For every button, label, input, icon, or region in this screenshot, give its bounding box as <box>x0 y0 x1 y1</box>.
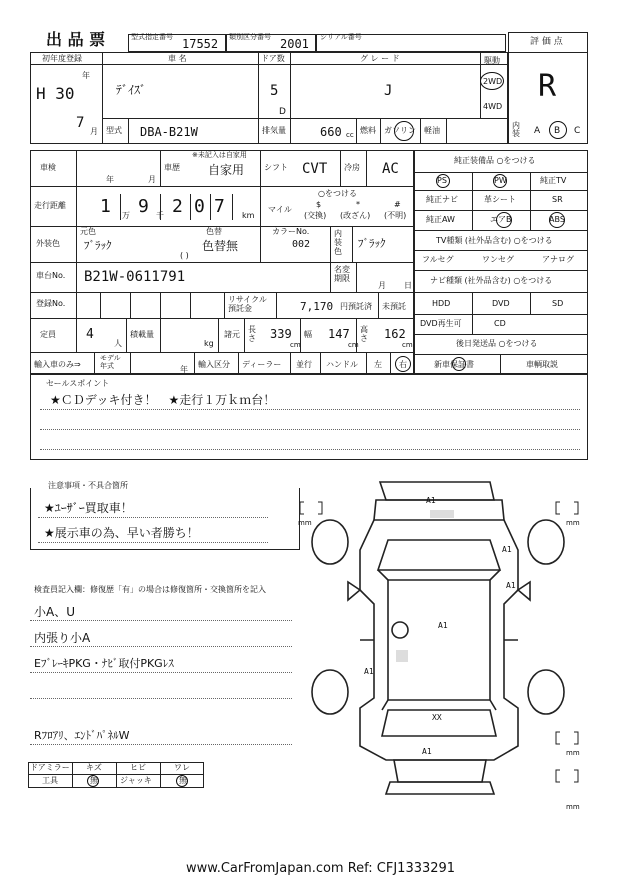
light-oil-label: 軽油 <box>424 126 440 135</box>
exterior-label: 外装色 <box>36 239 60 248</box>
model-designation-label: 型式指定番号 <box>131 33 173 41</box>
sales-point-box <box>30 374 588 460</box>
size-label: 諸元 <box>224 330 240 339</box>
original-color: ﾌﾞﾗｯｸ <box>84 239 112 252</box>
mileage-label: 走行距離 <box>34 201 66 210</box>
category-value: 2001 <box>280 37 309 51</box>
interior-color-label: 内装色 <box>334 229 342 256</box>
equip-abs: ABS <box>549 215 565 224</box>
damage-front-right: A1 <box>502 545 512 554</box>
chassis-label: 車台No. <box>36 271 66 280</box>
damage-front-bumper: A1 <box>426 496 436 505</box>
rating-label: 評 価 点 <box>530 37 563 47</box>
legend-scratch: キズ <box>86 763 102 772</box>
equip-ps-circle <box>436 174 450 188</box>
legend-crack: ヒビ <box>130 763 146 772</box>
mileage-digit-4: 0 <box>194 196 205 217</box>
sheet-title: 出 品 票 <box>46 30 106 49</box>
mileage-digit-3: 2 <box>172 196 183 217</box>
nav-dvd: DVD <box>492 299 510 308</box>
equip-ps: PS <box>437 176 447 185</box>
legend-tools: 工具 <box>42 776 58 785</box>
equip-airbag: エアB <box>490 215 512 224</box>
serial-label: シリアル番号 <box>320 33 362 41</box>
tv-fullseg: フルセグ <box>422 255 454 264</box>
meter-swap: (交換) <box>304 211 327 220</box>
grade-label: グ レ ー ド <box>360 54 400 63</box>
category-label: 類別区分番号 <box>229 33 271 41</box>
ac-label: 冷房 <box>344 163 360 172</box>
capacity-unit: 人 <box>114 339 122 348</box>
steering-right-circle <box>395 356 411 372</box>
legend-jack-circle <box>176 775 188 787</box>
shaken-label: 車検 <box>40 163 56 172</box>
meter-unknown: (不明) <box>384 211 407 220</box>
tv-oneseg: ワンセグ <box>482 255 514 264</box>
first-reg-era: H 30 <box>36 84 75 103</box>
rating-value: R <box>538 69 557 104</box>
height-label: 高さ <box>360 325 368 343</box>
mm-label-2: mm <box>566 519 580 527</box>
capacity-value: 4 <box>86 327 94 342</box>
mileage-sen: 千 <box>156 211 164 220</box>
damage-roof: A1 <box>438 621 448 630</box>
tv-analog: アナログ <box>542 255 574 264</box>
width-value: 147 <box>328 327 350 341</box>
mm-label-3: mm <box>566 749 580 757</box>
displacement-label: 排気量 <box>262 126 286 135</box>
equip-aw: 純正AW <box>426 215 455 224</box>
meter-alter: (改ざん) <box>340 211 371 220</box>
height-unit: cm <box>402 341 413 349</box>
meter-unknown-symbol: # <box>394 200 401 209</box>
docs-manual: 車輌取説 <box>526 360 558 369</box>
mileage-digit-1: 1 <box>100 196 111 217</box>
equip-abs-circle <box>549 212 565 228</box>
meter-note: ○をつける <box>318 189 357 198</box>
shaken-month-unit: 月 <box>148 175 156 184</box>
color-no: 002 <box>292 239 311 250</box>
equip-leather: 革シート <box>484 195 516 204</box>
legend-tools-value: 無 <box>90 776 98 785</box>
damage-right-side: A1 <box>506 581 516 590</box>
car-name-value: ﾃﾞｲｽﾞ <box>116 83 147 97</box>
notes-line-1: ★ﾕｰｻﾞｰ買取車！ <box>44 501 133 515</box>
first-reg-label: 初年度登録 <box>42 54 82 63</box>
recycle-amount: 7,170 <box>300 300 334 313</box>
displacement-value: 660 <box>320 125 342 139</box>
nav-hdd: HDD <box>432 299 451 308</box>
nav-sd: SD <box>552 299 564 308</box>
name-change-label: 名変期限 <box>334 265 350 283</box>
legend-break: ワレ <box>174 763 190 772</box>
shift-value: CVT <box>302 161 328 177</box>
tv-type-label: TV種類 (社外品含む) ○をつける <box>436 236 553 245</box>
width-unit: cm <box>348 341 359 349</box>
registration-label: 登録No. <box>36 299 66 308</box>
dealer-label: ディーラー <box>242 360 282 369</box>
capacity-label: 定員 <box>40 330 56 339</box>
recycle-label: リサイクル預託金 <box>228 295 267 313</box>
drive-2wd-circle <box>480 72 504 90</box>
docs-warranty-circle <box>452 357 466 371</box>
mileage-km: km <box>242 211 255 220</box>
mileage-digit-5: 7 <box>214 196 225 217</box>
length-value: 339 <box>270 327 292 341</box>
length-unit: cm <box>290 341 301 349</box>
legend-jack: ジャッキ <box>120 776 152 785</box>
mm-label-4: mm <box>566 803 580 811</box>
load-unit: kg <box>204 339 214 348</box>
drive-4wd: 4WD <box>483 102 503 111</box>
recycle-status: 円預託済 <box>340 302 372 311</box>
parallel-label: 並行 <box>296 360 312 369</box>
interior-a: A <box>534 126 541 136</box>
docs-warranty: 新車保証書 <box>434 360 474 369</box>
damage-rear-bumper: A1 <box>422 747 432 756</box>
first-reg-year-unit: 年 <box>82 71 90 80</box>
inspector-line-1: 小A、U <box>34 605 75 619</box>
model-year-unit: 年 <box>180 365 188 374</box>
interior-b-circle <box>549 121 567 139</box>
height-value: 162 <box>384 327 406 341</box>
original-color-label: 元色 <box>80 227 96 236</box>
import-label: 輸入車のみ⇒ <box>34 360 81 369</box>
damage-left-rear: A1 <box>364 667 374 676</box>
inspector-line-2: 内張り小A <box>34 631 91 645</box>
mileage-man: 万 <box>122 211 130 220</box>
name-change-day: 日 <box>404 281 412 290</box>
door-type: D <box>279 107 286 117</box>
meter-alter-symbol: * <box>356 200 360 209</box>
history-note: ※未記入は自家用 <box>192 151 247 159</box>
grade-value: J <box>384 83 393 99</box>
length-label: 長さ <box>248 325 256 343</box>
model-designation-value: 17552 <box>182 37 219 51</box>
model-value: DBA-B21W <box>140 125 198 139</box>
equip-pw-circle <box>493 174 507 188</box>
docs-label: 後日発送品 ○をつける <box>456 339 538 348</box>
ac-value: AC <box>382 161 399 177</box>
equip-pw: PW <box>494 176 507 185</box>
width-label: 幅 <box>304 330 312 339</box>
color-code-label: 色替 <box>206 227 222 236</box>
first-reg-month: 7 <box>76 115 85 131</box>
legend-tools-circle <box>87 775 99 787</box>
name-change-month: 月 <box>378 281 386 290</box>
notes-label: 注意事項・不具合箇所 <box>44 482 132 490</box>
equip-airbag-circle <box>496 212 512 228</box>
interior-c: C <box>574 126 581 136</box>
meter-swap-symbol: $ <box>316 200 322 209</box>
sales-point-label: セールスポイント <box>46 379 110 388</box>
chassis-value: B21W-0611791 <box>84 269 186 285</box>
repaint-paren: ( ) <box>180 251 189 260</box>
steering-right: 右 <box>399 360 407 369</box>
legend-mirror: ドアミラー <box>30 763 70 772</box>
mm-label-1: mm <box>298 519 312 527</box>
first-reg-month-unit: 月 <box>90 127 98 136</box>
model-label: 型式 <box>106 126 122 135</box>
load-label: 積載量 <box>130 330 154 339</box>
color-no-label: カラーNo. <box>272 227 310 236</box>
interior-color: ﾌﾞﾗｯｸ <box>358 237 386 250</box>
equip-tv: 純正TV <box>540 176 567 185</box>
inspector-line-5: Rﾌﾛｱﾘ、ｴﾝﾄﾞﾊﾟﾈﾙW <box>34 729 130 742</box>
nav-cd: CD <box>494 319 506 328</box>
interior-b: B <box>554 126 561 136</box>
footer-reference: www.CarFromJapan.com Ref: CFJ1333291 <box>186 861 456 876</box>
inspector-line-3: EﾌﾞﾚｰｷPKG・ﾅﾋﾞ取付PKGﾚｽ <box>34 657 174 670</box>
shift-label: シフト <box>264 163 288 172</box>
import-category-label: 輸入区分 <box>198 360 230 369</box>
interior-label: 内装 <box>512 121 520 138</box>
sales-point-text: ★ＣＤデッキ付き！ ★走行１万ｋｍ台！ <box>50 393 276 407</box>
notes-line-2: ★展示車の為、早い者勝ち！ <box>44 526 199 540</box>
drive-2wd: 2WD <box>483 77 503 86</box>
oem-label: 純正装備品 ○をつける <box>454 156 536 165</box>
displacement-unit: cc <box>346 131 354 139</box>
fuel-value: ガソリン <box>384 126 416 135</box>
meter-label: マイル <box>268 205 292 214</box>
history-value: 自家用 <box>208 163 245 177</box>
legend-jack-value: 無 <box>179 776 187 785</box>
steering-label: ハンドル <box>326 360 358 369</box>
fuel-label: 燃料 <box>360 126 376 135</box>
damage-rear-panel: XX <box>432 713 442 722</box>
recycle-unpaid: 未預託 <box>382 302 406 311</box>
dvd-player: DVD再生可 <box>420 319 462 328</box>
equip-sr: SR <box>552 195 563 204</box>
car-name-label: 車 名 <box>168 54 187 63</box>
inspector-label: 検査員記入欄：修復歴「有」の場合は修復箇所・交換箇所を記入 <box>34 585 266 594</box>
doors-value: 5 <box>270 83 279 99</box>
repaint-value: 色替無 <box>202 239 239 253</box>
drive-label: 駆動 <box>484 56 500 65</box>
model-year-label: モデル年式 <box>100 354 121 370</box>
history-label: 車歴 <box>164 163 180 172</box>
shaken-year-unit: 年 <box>106 175 114 184</box>
car-damage-diagram <box>290 470 600 810</box>
notes-bracket <box>30 488 300 550</box>
doors-label: ドア数 <box>261 54 285 63</box>
fuel-circle <box>394 121 414 141</box>
equip-navi: 純正ナビ <box>426 195 458 204</box>
mileage-digit-2: 9 <box>138 196 149 217</box>
steering-left: 左 <box>374 360 382 369</box>
nav-type-label: ナビ種類 (社外品含む) ○をつける <box>430 276 553 285</box>
